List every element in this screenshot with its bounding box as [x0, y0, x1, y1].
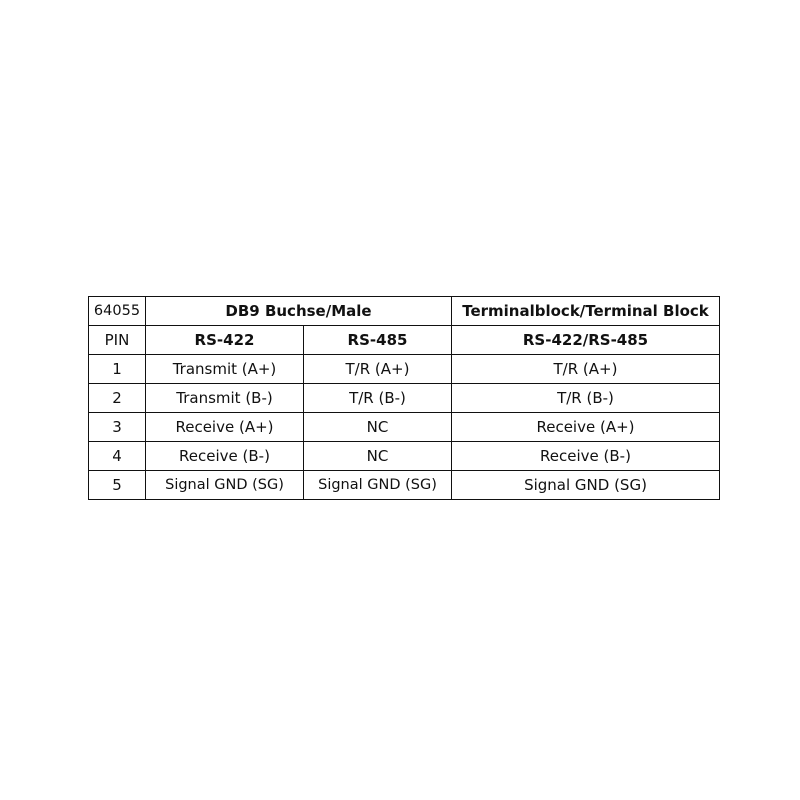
- rs485-header-cell: RS-485: [304, 326, 452, 355]
- rs422-cell: Transmit (A+): [146, 355, 304, 384]
- terminal-cell: Receive (A+): [452, 413, 720, 442]
- terminal-cell: Signal GND (SG): [452, 471, 720, 500]
- pin-number-cell: 2: [89, 384, 146, 413]
- terminal-cell: T/R (B-): [452, 384, 720, 413]
- pin-number-cell: 4: [89, 442, 146, 471]
- rs485-cell: T/R (B-): [304, 384, 452, 413]
- rs422-cell: Signal GND (SG): [146, 471, 304, 500]
- table-row: [89, 384, 720, 413]
- table-header-row-2: [89, 326, 720, 355]
- table-header-row-1: [89, 297, 720, 326]
- table-row: [89, 442, 720, 471]
- rs485-cell: T/R (A+): [304, 355, 452, 384]
- pin-number-cell: 3: [89, 413, 146, 442]
- rs422-cell: Transmit (B-): [146, 384, 304, 413]
- rs422-cell: Receive (A+): [146, 413, 304, 442]
- pin-number-cell: 1: [89, 355, 146, 384]
- terminal-cell: Receive (B-): [452, 442, 720, 471]
- rs485-cell: Signal GND (SG): [304, 471, 452, 500]
- rs485-cell: NC: [304, 442, 452, 471]
- pin-header-cell: PIN: [89, 326, 146, 355]
- terminal-protocol-header-cell: RS-422/RS-485: [452, 326, 720, 355]
- pin-number-cell: 5: [89, 471, 146, 500]
- rs485-cell: NC: [304, 413, 452, 442]
- db9-header-cell: DB9 Buchse/Male: [146, 297, 452, 326]
- model-number-cell: 64055: [89, 297, 146, 326]
- rs422-cell: Receive (B-): [146, 442, 304, 471]
- terminal-block-header-cell: Terminalblock/Terminal Block: [452, 297, 720, 326]
- pinout-table: [88, 296, 720, 500]
- table-row: [89, 413, 720, 442]
- terminal-cell: T/R (A+): [452, 355, 720, 384]
- rs422-header-cell: RS-422: [146, 326, 304, 355]
- table-row: [89, 471, 720, 500]
- table-row: [89, 355, 720, 384]
